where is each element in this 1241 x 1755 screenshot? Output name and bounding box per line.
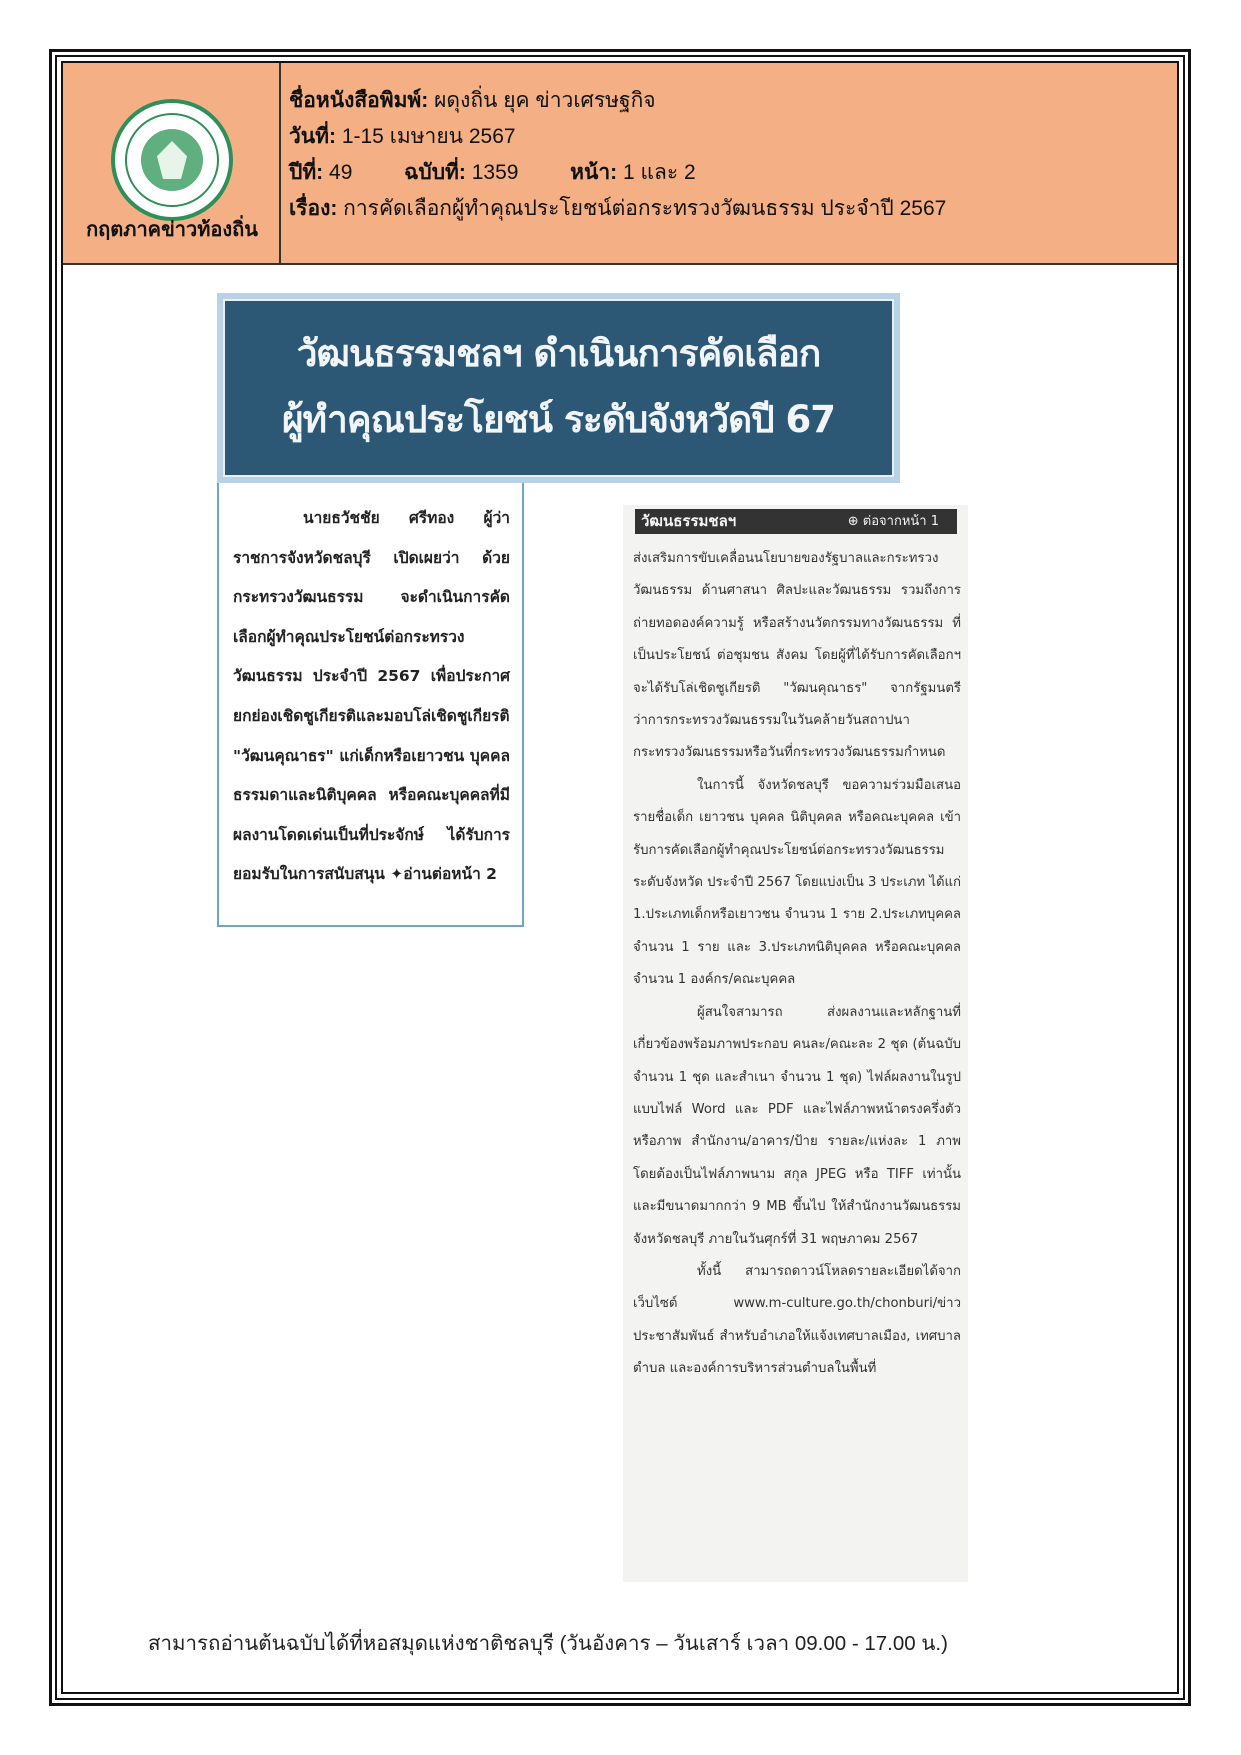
newspaper-key: ชื่อหนังสือพิมพ์:: [289, 89, 429, 112]
paragraph-1: ส่งเสริมการขับเคลื่อนนโยบายของรัฐบาลและกระทรวงวัฒนธรรม ด้านศาสนา ศิลปะและวัฒนธรรม รวมถึงการถ่ายทอดองค์ความรู้ หรือสร้างนวัตกรรมทางวัฒนธรรม ที่เป็นประโยชน์ ต่อชุมชน สังคม โดยผู้ที่ได้รับการคัดเลือกฯ จะได้รับโล่เชิดชูเกียรติ "วัฒนคุณาธร" จากรัฐมนตรีว่าการกระทรวงวัฒนธรรมในวันคล้ายวันสถาปนากระทรวงวัฒนธรรมหรือวันที่กระทรวงวัฒนธรรมกำหนด: [633, 551, 961, 761]
issue-key: ฉบับที่:: [404, 161, 466, 184]
issue-row: [289, 155, 1169, 191]
headline-line-2: ผู้ทำคุณประโยชน์ ระดับจังหวัดปี 67: [281, 398, 836, 441]
lead-column: [217, 483, 524, 927]
paragraph-2-text: ในการนี้ จังหวัดชลบุรี ขอความร่วมมือเสนอรายชื่อเด็ก เยาวชน บุคคล นิติบุคคล หรือคณะบุคคล เข้ารับการคัดเลือกผู้ทำคุณประโยชน์ต่อกระทรวงวัฒนธรรม ระดับจังหวัด ประจำปี 2567 โดยแบ่งเป็น 3 ประเภท ได้แก่ 1.ประเภทเด็กหรือเยาวชน จำนวน 1 ราย 2.ประเภทบุคคล จำนวน 1 ราย และ 3.ประเภทนิติบุคคล หรือคณะบุคคล จำนวน 1 องค์กร/คณะบุคคล: [633, 777, 961, 988]
seal-emblem-icon: [141, 129, 203, 191]
date-row: [289, 119, 1169, 155]
dept-label: กฤตภาคข่าวท้องถิ่น: [86, 219, 258, 241]
clipping-header: [63, 63, 1177, 265]
continued-tag-bar: [635, 509, 957, 534]
year-key: ปีที่:: [289, 161, 324, 184]
headline-inner: [223, 299, 894, 477]
subject-row: [289, 191, 1169, 227]
continued-body: [633, 543, 961, 1386]
newspaper-row: [289, 83, 1169, 119]
paragraph-2: [633, 770, 961, 997]
continued-column: [623, 505, 968, 1582]
header-left-cell: [63, 63, 281, 263]
lead-paragraph: [233, 499, 510, 895]
paragraph-3: [633, 997, 961, 1256]
year-value: 49: [329, 161, 353, 184]
paragraph-4: [633, 1256, 961, 1386]
continued-from: ⊕ ต่อจากหน้า 1: [847, 514, 939, 529]
headline-banner: [217, 293, 900, 483]
paragraph-3-text: ผู้สนใจสามารถ ส่งผลงานและหลักฐานที่เกี่ยวข้องพร้อมภาพประกอบ คนละ/คณะละ 2 ชุด (ต้นฉบับ จำนวน 1 ชุด และสำเนา จำนวน 1 ชุด) ไฟล์ผลงานในรูปแบบไฟล์ Word และ PDF และไฟล์ภาพหน้าตรงครึ่งตัว หรือภาพ สำนักงาน/อาคาร/ป้าย รายละ/แห่งละ 1 ภาพ โดยต้องเป็นไฟล์ภาพนาม สกุล JPEG หรือ TIFF เท่านั้น และมีขนาดมากกว่า 9 MB ขึ้นไป ให้สำนักงานวัฒนธรรมจังหวัดชลบุรี ภายในวันศุกร์ที่ 31 พฤษภาคม 2567: [633, 1004, 961, 1247]
paragraph-4-text: ทั้งนี้ สามารถดาวน์โหลดรายละเอียดได้จากเว็บไซต์ www.m-culture.go.th/chonburi/ข่าวประชาสัมพันธ์ สำหรับอำเภอให้แจ้งเทศบาลเมือง, เทศบาลตำบล และองค์การบริหารส่วนตำบลในพื้นที่: [633, 1263, 961, 1377]
subject-key: เรื่อง:: [289, 197, 338, 220]
header-metadata: [289, 83, 1169, 227]
headline-line-1: วัฒนธรรมชลฯ ดำเนินการคัดเลือก: [296, 332, 821, 375]
lead-text: นายธวัชชัย ศรีทอง ผู้ว่าราชการจังหวัดชลบุรี เปิดเผยว่า ด้วยกระทรวงวัฒนธรรม จะดำเนินการคัดเลือกผู้ทำคุณประโยชน์ต่อกระทรวงวัฒนธรรม ประจำปี 2567 เพื่อประกาศยกย่องเชิดชูเกียรติและมอบโล่เชิดชูเกียรติ "วัฒนคุณาธร" แก่เด็กหรือเยาวชน บุคคลธรรมดาและนิติบุคคล หรือคณะบุคคลที่มีผลงานโดดเด่นเป็นที่ประจักษ์ ได้รับการยอมรับในการสนับสนุน ✦อ่านต่อหน้า 2: [233, 509, 510, 884]
library-seal-logo: [111, 99, 233, 221]
subject-value: การคัดเลือกผู้ทำคุณประโยชน์ต่อกระทรวงวัฒนธรรม ประจำปี 2567: [343, 197, 947, 220]
page-key: หน้า:: [570, 161, 618, 184]
page-value: 1 และ 2: [622, 161, 696, 184]
issue-value: 1359: [471, 161, 519, 184]
date-key: วันที่:: [289, 125, 336, 148]
newspaper-value: ผดุงถิ่น ยุค ข่าวเศรษฐกิจ: [434, 89, 656, 112]
footer-note: สามารถอ่านต้นฉบับได้ที่หอสมุดแห่งชาติชลบุรี (วันอังคาร – วันเสาร์ เวลา 09.00 - 17.00 น.): [148, 1632, 948, 1655]
date-value: 1-15 เมษายน 2567: [341, 125, 516, 148]
continued-tag: วัฒนธรรมชลฯ: [641, 512, 737, 530]
